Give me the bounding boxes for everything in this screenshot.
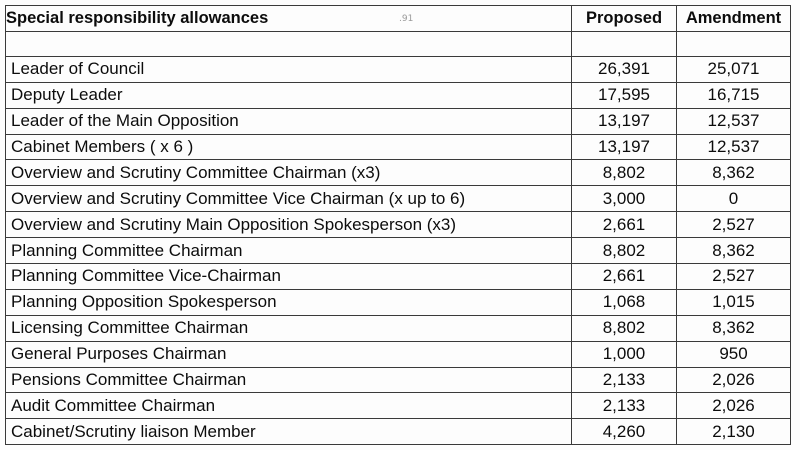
proposed-value: 13,197 <box>572 108 677 134</box>
table-row <box>6 56 791 82</box>
column-header-proposed: Proposed <box>572 6 677 32</box>
proposed-value: 8,802 <box>572 238 677 264</box>
role-name: Leader of Council <box>6 56 572 82</box>
proposed-value: 2,661 <box>572 264 677 290</box>
table-row <box>6 238 791 264</box>
role-name: Overview and Scrutiny Committee Chairman (x3) <box>6 160 572 186</box>
table-row <box>6 264 791 290</box>
role-name: Planning Opposition Spokesperson <box>6 289 572 315</box>
proposed-value: 26,391 <box>572 56 677 82</box>
amendment-value: 8,362 <box>677 160 791 186</box>
amendment-value: 1,015 <box>677 289 791 315</box>
proposed-value: 4,260 <box>572 419 677 445</box>
amendment-value: 8,362 <box>677 315 791 341</box>
table-row <box>6 160 791 186</box>
amendment-value: 12,537 <box>677 134 791 160</box>
role-name: Planning Committee Chairman <box>6 238 572 264</box>
role-name: Leader of the Main Opposition <box>6 108 572 134</box>
amendment-value: 2,527 <box>677 212 791 238</box>
amendment-value: 2,130 <box>677 419 791 445</box>
role-name: Cabinet/Scrutiny liaison Member <box>6 419 572 445</box>
proposed-value: 2,133 <box>572 367 677 393</box>
role-name: General Purposes Chairman <box>6 341 572 367</box>
table-row <box>6 367 791 393</box>
amendment-value: 0 <box>677 186 791 212</box>
table-header-row <box>6 6 791 32</box>
table-row <box>6 82 791 108</box>
column-header-allowance: Special responsibility allowances <box>6 6 572 32</box>
amendment-value: 950 <box>677 341 791 367</box>
paper-mark: .91 <box>399 14 414 24</box>
table-row <box>6 108 791 134</box>
table-row <box>6 315 791 341</box>
role-name: Planning Committee Vice-Chairman <box>6 264 572 290</box>
proposed-value: 1,068 <box>572 289 677 315</box>
amendment-value: 2,527 <box>677 264 791 290</box>
role-name: Audit Committee Chairman <box>6 393 572 419</box>
proposed-value: 8,802 <box>572 315 677 341</box>
proposed-value: 17,595 <box>572 82 677 108</box>
table-row <box>6 186 791 212</box>
blank-cell <box>572 31 677 56</box>
table-row <box>6 212 791 238</box>
proposed-value: 1,000 <box>572 341 677 367</box>
column-header-amendment: Amendment <box>677 6 791 32</box>
role-name: Deputy Leader <box>6 82 572 108</box>
proposed-value: 2,133 <box>572 393 677 419</box>
blank-cell <box>6 31 572 56</box>
amendment-value: 16,715 <box>677 82 791 108</box>
proposed-value: 8,802 <box>572 160 677 186</box>
allowances-table <box>5 5 791 445</box>
table-row <box>6 393 791 419</box>
amendment-value: 2,026 <box>677 367 791 393</box>
role-name: Overview and Scrutiny Committee Vice Chairman (x up to 6) <box>6 186 572 212</box>
role-name: Cabinet Members ( x 6 ) <box>6 134 572 160</box>
amendment-value: 12,537 <box>677 108 791 134</box>
table-row <box>6 289 791 315</box>
amendment-value: 25,071 <box>677 56 791 82</box>
amendment-value: 2,026 <box>677 393 791 419</box>
blank-row <box>6 31 791 56</box>
proposed-value: 3,000 <box>572 186 677 212</box>
table-row <box>6 134 791 160</box>
proposed-value: 13,197 <box>572 134 677 160</box>
role-name: Licensing Committee Chairman <box>6 315 572 341</box>
role-name: Overview and Scrutiny Main Opposition Spokesperson (x3) <box>6 212 572 238</box>
amendment-value: 8,362 <box>677 238 791 264</box>
blank-cell <box>677 31 791 56</box>
role-name: Pensions Committee Chairman <box>6 367 572 393</box>
table-row <box>6 419 791 445</box>
table-row <box>6 341 791 367</box>
proposed-value: 2,661 <box>572 212 677 238</box>
